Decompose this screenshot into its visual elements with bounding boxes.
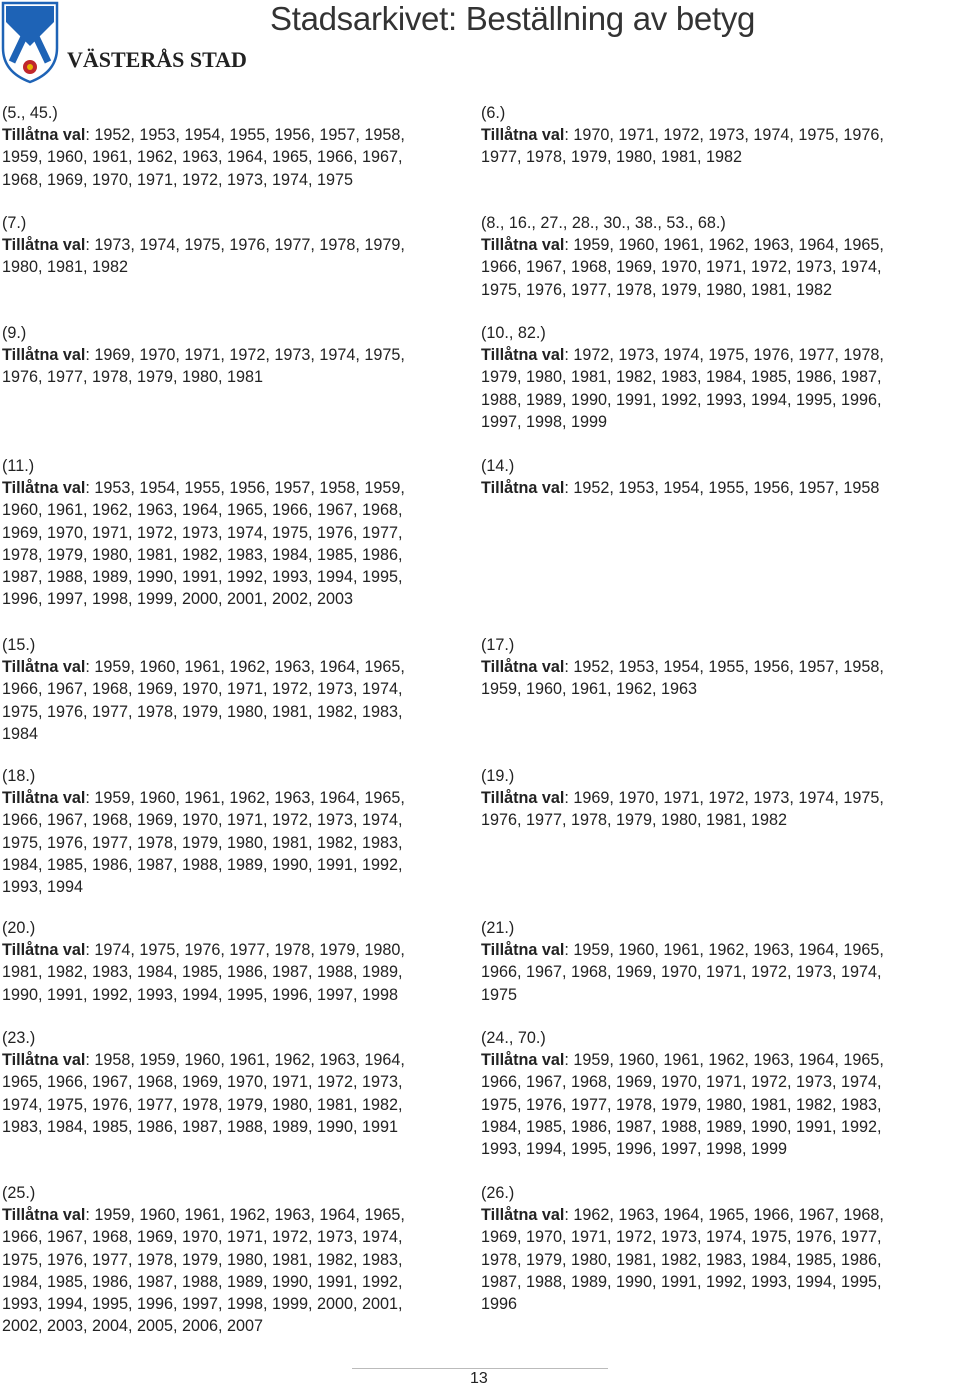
entry-reference: (10., 82.) xyxy=(481,324,546,342)
year-values: 1959, 1960, 1961, 1962, 1963, 1964, 1965, xyxy=(94,658,405,677)
year-values: 1979, 1980, 1981, 1982, 1983, 1984, 1985, 1986, 1987, xyxy=(481,368,882,387)
year-values: 1975 xyxy=(481,985,518,1004)
logo-text: VÄSTERÅS STAD xyxy=(67,47,247,72)
year-values: 1960, 1961, 1962, 1963, 1964, 1965, 1966, 1967, 1968, xyxy=(2,501,403,520)
year-values: 1987, 1988, 1989, 1990, 1991, 1992, 1993, 1994, 1995, xyxy=(481,1272,882,1291)
year-values: 1975, 1976, 1977, 1978, 1979, 1980, 1981, 1982, 1983, xyxy=(2,702,403,721)
year-values: 1972, 1973, 1974, 1975, 1976, 1977, 1978, xyxy=(573,346,884,365)
year-values: 1958, 1959, 1960, 1961, 1962, 1963, 1964, xyxy=(94,1051,405,1070)
page-number: 13 xyxy=(470,1370,488,1387)
allowed-values-label: Tillåtna val xyxy=(2,658,86,677)
selection-entry xyxy=(2,322,472,389)
year-values: 1977, 1978, 1979, 1980, 1981, 1982 xyxy=(481,148,743,167)
selection-entry xyxy=(481,634,951,701)
year-values: 1996, 1997, 1998, 1999, 2000, 2001, 2002, 2003 xyxy=(2,590,354,609)
year-values: 1983, 1984, 1985, 1986, 1987, 1988, 1989, 1990, 1991 xyxy=(2,1117,399,1136)
selection-entry xyxy=(2,455,472,610)
footer-divider xyxy=(352,1368,608,1369)
allowed-values-label: Tillåtna val xyxy=(2,126,86,145)
year-values: 1959, 1960, 1961, 1962, 1963, 1964, 1965, xyxy=(573,1051,884,1070)
entry-reference: (17.) xyxy=(481,636,515,654)
entry-first-line: Tillåtna val: 1952, 1953, 1954, 1955, 1956, 1957, 1958, xyxy=(481,658,884,677)
entry-reference: (26.) xyxy=(481,1184,515,1202)
selection-entry xyxy=(2,765,472,898)
year-values: 2002, 2003, 2004, 2005, 2006, 2007 xyxy=(2,1317,264,1336)
year-values: 1984, 1985, 1986, 1987, 1988, 1989, 1990, 1991, 1992, xyxy=(481,1117,882,1136)
year-values: 1984 xyxy=(2,724,39,743)
year-values: 1978, 1979, 1980, 1981, 1982, 1983, 1984, 1985, 1986, xyxy=(2,545,403,564)
year-values: 1978, 1979, 1980, 1981, 1982, 1983, 1984, 1985, 1986, xyxy=(481,1250,882,1269)
year-values: 1969, 1970, 1971, 1972, 1973, 1974, 1975, 1976, 1977, xyxy=(481,1228,882,1247)
entry-reference: (21.) xyxy=(481,919,515,937)
year-values: 1953, 1954, 1955, 1956, 1957, 1958, 1959, xyxy=(94,479,405,498)
entry-reference: (11.) xyxy=(2,457,35,475)
year-values: 1980, 1981, 1982 xyxy=(2,258,129,277)
year-values: 1988, 1989, 1990, 1991, 1992, 1993, 1994, 1995, 1996, xyxy=(481,390,882,409)
entry-first-line: Tillåtna val: 1962, 1963, 1964, 1965, 1966, 1967, 1968, xyxy=(481,1206,884,1225)
selection-entry xyxy=(2,102,472,191)
year-values: 1962, 1963, 1964, 1965, 1966, 1967, 1968, xyxy=(573,1206,884,1225)
year-values: 1987, 1988, 1989, 1990, 1991, 1992, 1993, 1994, 1995, xyxy=(2,568,403,587)
year-values: 1975, 1976, 1977, 1978, 1979, 1980, 1981, 1982, 1983, xyxy=(2,1250,403,1269)
year-values: 1959, 1960, 1961, 1962, 1963 xyxy=(481,680,698,699)
year-values: 1968, 1969, 1970, 1971, 1972, 1973, 1974, 1975 xyxy=(2,170,354,189)
entry-reference: (20.) xyxy=(2,919,36,937)
allowed-values-label: Tillåtna val xyxy=(481,658,565,677)
year-values: 1969, 1970, 1971, 1972, 1973, 1974, 1975, xyxy=(94,346,405,365)
year-values: 1990, 1991, 1992, 1993, 1994, 1995, 1996, 1997, 1998 xyxy=(2,985,399,1004)
entry-reference: (25.) xyxy=(2,1184,36,1202)
year-values: 1975, 1976, 1977, 1978, 1979, 1980, 1981, 1982, 1983, xyxy=(2,833,403,852)
entry-first-line: Tillåtna val: 1969, 1970, 1971, 1972, 1973, 1974, 1975, xyxy=(481,789,884,808)
year-values: 1993, 1994, 1995, 1996, 1997, 1998, 1999, 2000, 2001, xyxy=(2,1295,403,1314)
year-values: 1969, 1970, 1971, 1972, 1973, 1974, 1975, 1976, 1977, xyxy=(2,523,403,542)
selection-entry xyxy=(481,322,951,433)
year-values: 1965, 1966, 1967, 1968, 1969, 1970, 1971, 1972, 1973, xyxy=(2,1073,403,1092)
year-values: 1952, 1953, 1954, 1955, 1956, 1957, 1958 xyxy=(573,479,880,498)
allowed-values-label: Tillåtna val xyxy=(2,479,86,498)
year-values: 1959, 1960, 1961, 1962, 1963, 1964, 1965, xyxy=(94,1206,405,1225)
entry-first-line: Tillåtna val: 1959, 1960, 1961, 1962, 1963, 1964, 1965, xyxy=(2,789,405,808)
year-values: 1997, 1998, 1999 xyxy=(481,412,608,431)
allowed-values-label: Tillåtna val xyxy=(2,941,86,960)
allowed-values-label: Tillåtna val xyxy=(2,1206,86,1225)
year-values: 1952, 1953, 1954, 1955, 1956, 1957, 1958, xyxy=(573,658,884,677)
year-values: 1959, 1960, 1961, 1962, 1963, 1964, 1965, xyxy=(94,789,405,808)
year-values: 1966, 1967, 1968, 1969, 1970, 1971, 1972, 1973, 1974, xyxy=(481,963,882,982)
entry-first-line: Tillåtna val: 1959, 1960, 1961, 1962, 1963, 1964, 1965, xyxy=(2,658,405,677)
year-values: 1984, 1985, 1986, 1987, 1988, 1989, 1990, 1991, 1992, xyxy=(2,1272,403,1291)
allowed-values-label: Tillåtna val xyxy=(2,236,86,255)
entry-reference: (14.) xyxy=(481,457,515,475)
year-values: 1973, 1974, 1975, 1976, 1977, 1978, 1979, xyxy=(94,236,405,255)
year-values: 1976, 1977, 1978, 1979, 1980, 1981 xyxy=(2,368,264,387)
year-values: 1966, 1967, 1968, 1969, 1970, 1971, 1972, 1973, 1974, xyxy=(481,1073,882,1092)
selection-entry xyxy=(2,1027,472,1138)
year-values: 1970, 1971, 1972, 1973, 1974, 1975, 1976, xyxy=(573,126,884,145)
year-values: 1966, 1967, 1968, 1969, 1970, 1971, 1972, 1973, 1974, xyxy=(481,258,882,277)
allowed-values-label: Tillåtna val xyxy=(481,126,565,145)
selection-entry xyxy=(481,917,951,1006)
selection-entry xyxy=(2,634,472,745)
selection-entry xyxy=(481,212,951,301)
year-values: 1975, 1976, 1977, 1978, 1979, 1980, 1981, 1982, 1983, xyxy=(481,1095,882,1114)
selection-entry xyxy=(2,212,472,279)
year-values: 1966, 1967, 1968, 1969, 1970, 1971, 1972, 1973, 1974, xyxy=(2,1228,403,1247)
selection-entry xyxy=(481,765,951,832)
selection-entry xyxy=(481,1027,951,1160)
allowed-values-label: Tillåtna val xyxy=(481,236,565,255)
year-values: 1974, 1975, 1976, 1977, 1978, 1979, 1980, xyxy=(94,941,405,960)
entry-reference: (19.) xyxy=(481,767,515,785)
entry-reference: (6.) xyxy=(481,104,506,122)
entry-first-line: Tillåtna val: 1969, 1970, 1971, 1972, 1973, 1974, 1975, xyxy=(2,346,405,365)
allowed-values-label: Tillåtna val xyxy=(481,941,565,960)
year-values: 1959, 1960, 1961, 1962, 1963, 1964, 1965, xyxy=(573,236,884,255)
entry-reference: (9.) xyxy=(2,324,27,342)
entry-first-line: Tillåtna val: 1959, 1960, 1961, 1962, 1963, 1964, 1965, xyxy=(2,1206,405,1225)
selection-entry xyxy=(2,1182,472,1337)
allowed-values-label: Tillåtna val xyxy=(2,346,86,365)
entry-reference: (8., 16., 27., 28., 30., 38., 53., 68.) xyxy=(481,214,726,232)
year-values: 1959, 1960, 1961, 1962, 1963, 1964, 1965, xyxy=(573,941,884,960)
entry-reference: (18.) xyxy=(2,767,36,785)
year-values: 1966, 1967, 1968, 1969, 1970, 1971, 1972, 1973, 1974, xyxy=(2,811,403,830)
year-values: 1984, 1985, 1986, 1987, 1988, 1989, 1990, 1991, 1992, xyxy=(2,855,403,874)
allowed-values-label: Tillåtna val xyxy=(2,1051,86,1070)
entry-first-line: Tillåtna val: 1953, 1954, 1955, 1956, 1957, 1958, 1959, xyxy=(2,479,405,498)
entry-reference: (7.) xyxy=(2,214,27,232)
selection-entry xyxy=(481,455,951,499)
entry-first-line: Tillåtna val: 1952, 1953, 1954, 1955, 1956, 1957, 1958, xyxy=(2,126,405,145)
selection-entry xyxy=(2,917,472,1006)
year-values: 1993, 1994, 1995, 1996, 1997, 1998, 1999 xyxy=(481,1140,788,1159)
entry-first-line: Tillåtna val: 1952, 1953, 1954, 1955, 1956, 1957, 1958 xyxy=(481,479,880,498)
allowed-values-label: Tillåtna val xyxy=(481,479,565,498)
entry-reference: (24., 70.) xyxy=(481,1029,546,1047)
entry-first-line: Tillåtna val: 1970, 1971, 1972, 1973, 1974, 1975, 1976, xyxy=(481,126,884,145)
entry-first-line: Tillåtna val: 1974, 1975, 1976, 1977, 1978, 1979, 1980, xyxy=(2,941,405,960)
year-values: 1974, 1975, 1976, 1977, 1978, 1979, 1980, 1981, 1982, xyxy=(2,1095,403,1114)
year-values: 1975, 1976, 1977, 1978, 1979, 1980, 1981, 1982 xyxy=(481,280,833,299)
year-values: 1969, 1970, 1971, 1972, 1973, 1974, 1975, xyxy=(573,789,884,808)
year-values: 1966, 1967, 1968, 1969, 1970, 1971, 1972, 1973, 1974, xyxy=(2,680,403,699)
year-values: 1981, 1982, 1983, 1984, 1985, 1986, 1987, 1988, 1989, xyxy=(2,963,403,982)
vasteras-coat-of-arms-logo xyxy=(0,0,62,84)
allowed-values-label: Tillåtna val xyxy=(481,789,565,808)
year-values: 1976, 1977, 1978, 1979, 1980, 1981, 1982 xyxy=(481,811,788,830)
page-title: Stadsarkivet: Beställning av betyg xyxy=(270,0,756,37)
year-values: 1993, 1994 xyxy=(2,878,84,897)
allowed-values-label: Tillåtna val xyxy=(481,1051,565,1070)
entry-first-line: Tillåtna val: 1973, 1974, 1975, 1976, 1977, 1978, 1979, xyxy=(2,236,405,255)
entry-first-line: Tillåtna val: 1958, 1959, 1960, 1961, 1962, 1963, 1964, xyxy=(2,1051,405,1070)
allowed-values-label: Tillåtna val xyxy=(481,1206,565,1225)
entry-reference: (23.) xyxy=(2,1029,36,1047)
entry-first-line: Tillåtna val: 1959, 1960, 1961, 1962, 1963, 1964, 1965, xyxy=(481,941,884,960)
allowed-values-label: Tillåtna val xyxy=(2,789,86,808)
entry-first-line: Tillåtna val: 1959, 1960, 1961, 1962, 1963, 1964, 1965, xyxy=(481,1051,884,1070)
entry-reference: (15.) xyxy=(2,636,36,654)
entry-reference: (5., 45.) xyxy=(2,104,58,122)
allowed-values-label: Tillåtna val xyxy=(481,346,565,365)
selection-entry xyxy=(481,102,951,169)
entry-first-line: Tillåtna val: 1959, 1960, 1961, 1962, 1963, 1964, 1965, xyxy=(481,236,884,255)
entry-first-line: Tillåtna val: 1972, 1973, 1974, 1975, 1976, 1977, 1978, xyxy=(481,346,884,365)
year-values: 1959, 1960, 1961, 1962, 1963, 1964, 1965, 1966, 1967, xyxy=(2,148,403,167)
year-values: 1996 xyxy=(481,1295,518,1314)
year-values: 1952, 1953, 1954, 1955, 1956, 1957, 1958, xyxy=(94,126,405,145)
selection-entry xyxy=(481,1182,951,1315)
